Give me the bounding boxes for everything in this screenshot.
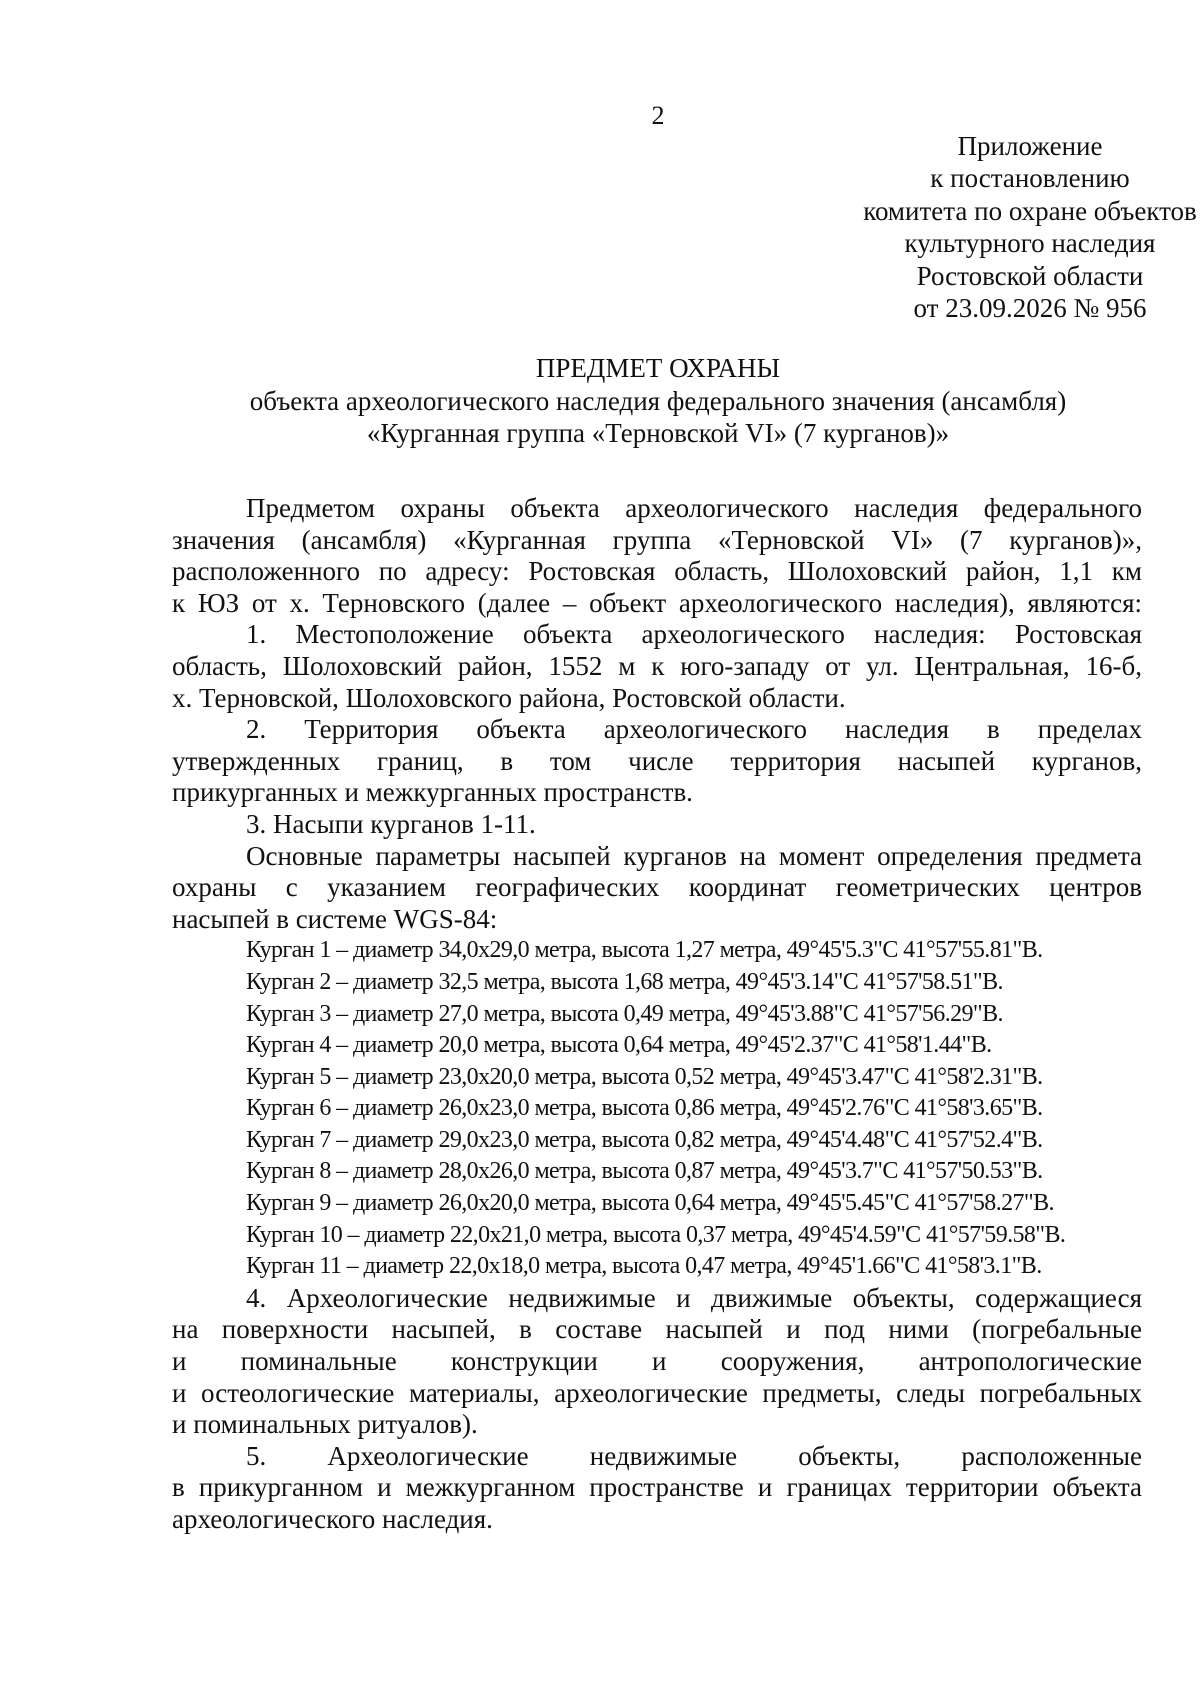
text-line: 2. Территория объекта археологического наследия в пределах <box>246 714 1142 745</box>
list-item: Курган 10 – диаметр 22,0х21,0 метра, высота 0,37 метра, 49°45'4.59"С 41°57'59.58"В. <box>246 1221 1066 1248</box>
approval-date-number: от 23.09.2026 № 956 <box>913 293 1147 324</box>
list-item: Курган 3 – диаметр 27,0 метра, высота 0,49 метра, 49°45'3.88"С 41°57'56.29"В. <box>246 1000 1003 1027</box>
text-line: значения (ансамбля) «Курганная группа «Терновской VI» (7 курганов)», <box>172 524 1142 555</box>
list-item: Курган 7 – диаметр 29,0х23,0 метра, высота 0,82 метра, 49°45'4.48"С 41°57'52.4"В. <box>246 1126 1043 1153</box>
text-line: 4. Археологические недвижимые и движимые объекты, содержащиеся <box>246 1282 1142 1313</box>
approval-line: Приложение <box>957 131 1103 161</box>
text-line: Основные параметры насыпей курганов на момент определения предмета <box>246 840 1142 871</box>
text-line: расположенного по адресу: Ростовская область, Шолоховский район, 1,1 км <box>172 556 1142 587</box>
list-item: Курган 4 – диаметр 20,0 метра, высота 0,64 метра, 49°45'2.37"С 41°58'1.44"В. <box>246 1032 992 1059</box>
list-item: Курган 9 – диаметр 26,0х20,0 метра, высота 0,64 метра, 49°45'5.45"С 41°57'58.27"В. <box>246 1190 1054 1217</box>
title-block <box>0 352 1200 450</box>
approval-line: к постановлению <box>930 163 1130 194</box>
text-line: х. Терновской, Шолоховского района, Ростовской области. <box>172 682 846 713</box>
text-line: 5. Археологические недвижимые объекты, расположенные <box>246 1440 1142 1471</box>
text-line: и поминальные конструкции и сооружения, антропологические <box>172 1346 1142 1377</box>
item-1-paragraph <box>172 619 1142 714</box>
text-line: 3. Насыпи курганов 1-11. <box>246 808 536 839</box>
approval-line: Ростовской области <box>916 260 1144 291</box>
text-line: на поверхности насыпей, в составе насыпей и под ними (погребальные <box>172 1314 1142 1345</box>
kurgan-list <box>172 935 1142 1283</box>
approval-block <box>730 130 1200 324</box>
item-2-paragraph <box>172 714 1142 809</box>
text-line: в прикурганном и межкурганном пространстве и границах территории объекта <box>172 1472 1142 1503</box>
document-heading: ПРЕДМЕТ ОХРАНЫ <box>535 353 781 383</box>
text-line: насыпей в системе WGS-84: <box>172 903 498 934</box>
item-5-paragraph <box>172 1441 1142 1536</box>
text-line: и поминальных ритуалов). <box>172 1409 478 1440</box>
text-line: Предметом охраны объекта археологического наследия федерального <box>246 493 1142 523</box>
list-item: Курган 11 – диаметр 22,0х18,0 метра, высота 0,47 метра, 49°45'1.66"С 41°58'3.1"В. <box>246 1253 1042 1280</box>
text-line: утвержденных границ, в том числе территория насыпей курганов, <box>172 745 1142 776</box>
approval-line: комитета по охране объектов <box>863 195 1197 226</box>
text-line: 1. Местоположение объекта археологического наследия: Ростовская <box>246 619 1142 650</box>
document-subtitle: «Курганная группа «Терновской VI» (7 курганов)» <box>366 418 950 448</box>
text-line: прикурганных и межкурганных пространств. <box>172 777 693 808</box>
document-subtitle: объекта археологического наследия федерального значения (ансамбля) <box>249 385 1067 416</box>
text-line: и остеологические материалы, археологические предметы, следы погребальных <box>172 1377 1142 1408</box>
list-item: Курган 1 – диаметр 34,0х29,0 метра, высота 1,27 метра, 49°45'5.3"С 41°57'55.81"В. <box>246 937 1043 964</box>
text-line: археологического наследия. <box>172 1504 493 1534</box>
approval-line: культурного наследия <box>904 228 1156 259</box>
text-line: охраны с указанием географических координат геометрических центров <box>172 872 1142 903</box>
text-line: к ЮЗ от х. Терновского (далее – объект археологического наследия), являются: <box>172 587 1142 618</box>
text-line: область, Шолоховский район, 1552 м к юго-западу от ул. Центральная, 16-б, <box>172 650 1142 681</box>
list-item: Курган 5 – диаметр 23,0х20,0 метра, высота 0,52 метра, 49°45'3.47"С 41°58'2.31"В. <box>246 1063 1043 1090</box>
item-3-paragraph <box>172 809 1142 841</box>
list-item: Курган 6 – диаметр 26,0х23,0 метра, высота 0,86 метра, 49°45'2.76"С 41°58'3.65"В. <box>246 1095 1043 1122</box>
page-number: 2 <box>651 101 665 130</box>
document-body <box>172 493 1142 1536</box>
list-item: Курган 8 – диаметр 28,0х26,0 метра, высота 0,87 метра, 49°45'3.7"С 41°57'50.53"В. <box>246 1158 1043 1185</box>
list-item: Курган 2 – диаметр 32,5 метра, высота 1,68 метра, 49°45'3.14"С 41°57'58.51"В. <box>246 968 1003 995</box>
params-paragraph <box>172 841 1142 936</box>
item-4-paragraph <box>172 1283 1142 1441</box>
intro-paragraph <box>172 493 1142 619</box>
